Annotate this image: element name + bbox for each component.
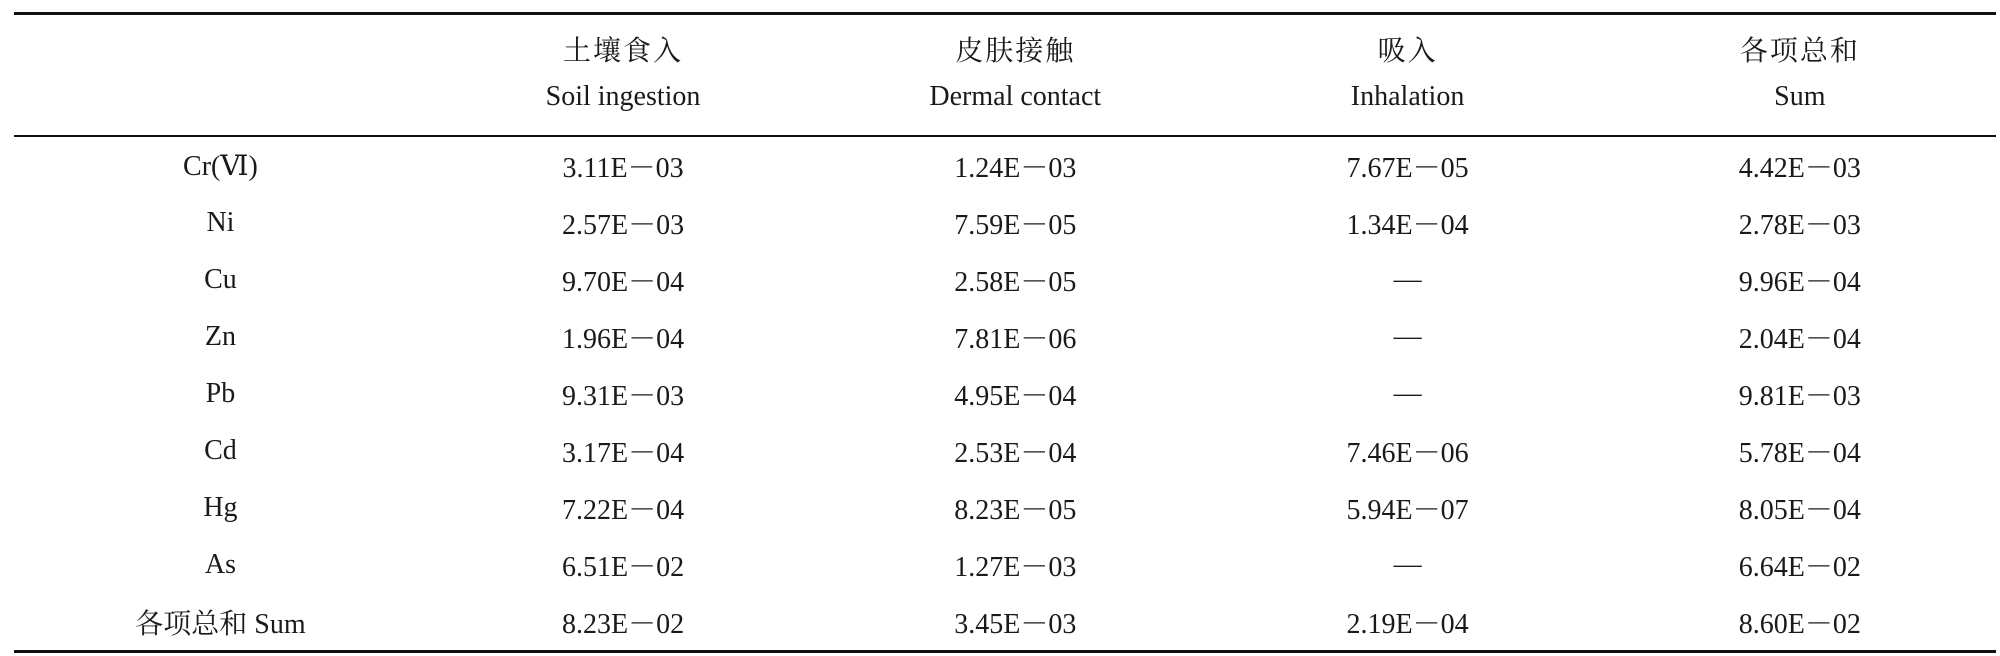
cell-soil-ingestion: 7.22E－04 [561,494,685,526]
header-row-chinese [14,14,1996,70]
table-header [14,14,1996,137]
cell-dermal-contact: 8.23E－05 [954,494,1077,526]
cell-dermal-contact: 1.24E－03 [954,152,1077,184]
cell-sum: 2.04E－04 [1738,323,1861,355]
header-en-col0 [14,69,427,136]
row-element-label: Cr(Ⅵ) [183,150,258,182]
table-row [14,422,1996,479]
cell-sum: 2.78E－03 [1738,209,1861,241]
cell-dermal-contact: 1.27E－03 [954,551,1077,583]
row-total-label: 各项总和 Sum [14,593,427,652]
cell-dermal-contact-total: 3.45E－03 [819,593,1211,652]
header-zh-sum: 各项总和 [1604,14,1996,70]
table-row-total [14,593,1996,652]
row-element-label: Cu [204,263,237,295]
cell-sum: 9.81E－03 [1738,380,1861,412]
table-row [14,251,1996,308]
cell-inhalation-total: 2.19E－04 [1211,593,1603,652]
cell-sum: 8.05E－04 [1738,494,1861,526]
cell-dermal-contact: 2.53E－04 [954,437,1077,469]
cell-soil-ingestion: 9.31E－03 [561,380,685,412]
row-element-label: Hg [203,491,238,523]
cell-dermal-contact: 4.95E－04 [954,380,1077,412]
table-row [14,536,1996,593]
cell-soil-ingestion: 3.17E－04 [561,437,685,469]
risk-table [14,12,1996,653]
table-row [14,194,1996,251]
header-zh-soil-ingestion: 土壤食入 [427,14,819,70]
row-element-label: As [204,548,237,580]
cell-soil-ingestion: 9.70E－04 [561,266,685,298]
cell-sum: 6.64E－02 [1738,551,1861,583]
header-en-inhalation: Inhalation [1211,69,1603,136]
cell-inhalation: — [1393,320,1422,352]
cell-dermal-contact: 7.59E－05 [954,209,1077,241]
cell-soil-ingestion: 2.57E－03 [561,209,685,241]
cell-sum-total: 8.60E－02 [1604,593,1996,652]
cell-soil-ingestion: 6.51E－02 [561,551,685,583]
cell-inhalation: — [1393,377,1422,409]
cell-soil-ingestion: 1.96E－04 [561,323,685,355]
risk-table-container [14,12,1996,653]
row-element-label: Pb [205,377,236,409]
cell-sum: 5.78E－04 [1738,437,1861,469]
header-zh-col0 [14,14,427,70]
header-en-soil-ingestion: Soil ingestion [427,69,819,136]
cell-dermal-contact: 2.58E－05 [954,266,1077,298]
cell-inhalation: — [1393,548,1422,580]
cell-inhalation: 1.34E－04 [1346,209,1469,241]
row-element-label: Zn [204,320,236,352]
cell-inhalation: 5.94E－07 [1346,494,1469,526]
cell-inhalation: — [1393,263,1422,295]
table-row [14,479,1996,536]
cell-soil-ingestion-total: 8.23E－02 [427,593,819,652]
header-row-english [14,69,1996,136]
cell-inhalation: 7.46E－06 [1346,437,1469,469]
cell-sum: 4.42E－03 [1738,152,1861,184]
row-element-label: Cd [204,434,237,466]
header-en-dermal-contact: Dermal contact [819,69,1211,136]
table-body [14,136,1996,652]
cell-sum: 9.96E－04 [1738,266,1861,298]
header-zh-dermal-contact: 皮肤接触 [819,14,1211,70]
table-row [14,308,1996,365]
cell-soil-ingestion: 3.11E－03 [562,152,684,184]
header-en-sum: Sum [1604,69,1996,136]
table-row [14,136,1996,194]
row-element-label: Ni [206,206,235,238]
header-zh-inhalation: 吸入 [1211,14,1603,70]
cell-inhalation: 7.67E－05 [1346,152,1469,184]
cell-dermal-contact: 7.81E－06 [954,323,1077,355]
table-row [14,365,1996,422]
